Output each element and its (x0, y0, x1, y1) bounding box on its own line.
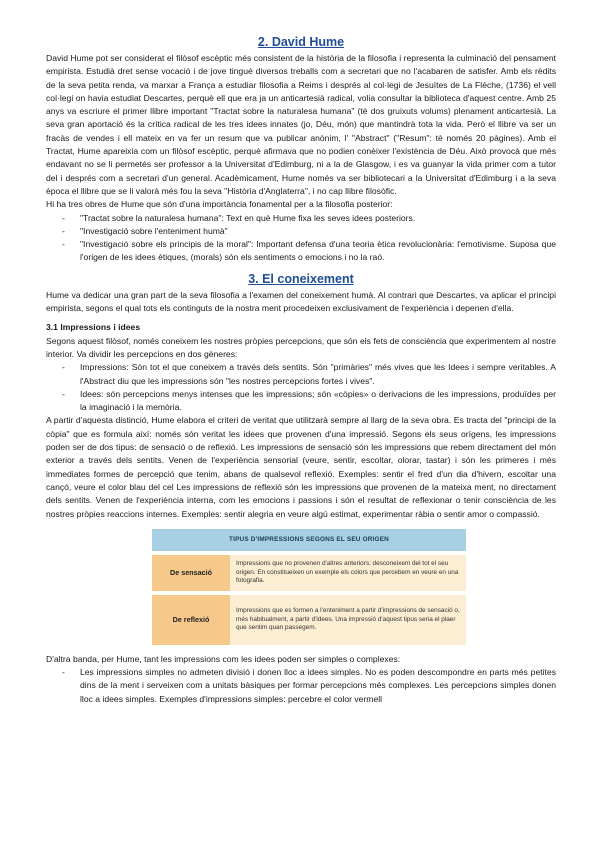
list-item: - "Investigació sobre l'enteniment humà" (46, 225, 556, 238)
hume-biography-paragraph: David Hume pot ser considerat el filòsof escèptic més consistent de la història de la filosofia i representa la culminació del pensament empirista. Estudià dret sense vocació i de jove tingué diversos treballs com a secretari que no l'acabaren de satisfer. Amb els rèdits de la seva petita renda, va marxar a França a estudiar filosofia a Reims i després al col·legi de Jesuïtes de La Flèche, (1736) el vell col·legi on havia estudiat Descartes, perquè ell que era ja un anticartesià radical, volia consultar la biblioteca d'aquest centre. Amb 25 anys va escriure el primer llibre important "Tractat sobre la naturalesa humana" (tè dos gruixuts volums) plenament anticartesià. La seva gran aportació és la crítica radical de les tres idees innates (jo, Déu, món) que mantindrà tota la vida. Però el llibre va ser un fracàs de vendes i ell mateix en va fer un resum que va publicar anònim, l' "Abstract" ("Resum": tè només 20 pàgines). Amb el Tractat, Hume apareixia com un filòsof escèptic, perquè afirmava que no podien conèixer l'existència de Déu. Això provocà que més endavant no se li permetés ser professor a la Universitat d'Edimburg, ni a la de Glasgow, i es va guanyar la vida primer com a tutor del i després com a secretari d'un general. Acadèmicament, Hume només va ser bibliotecari a la Universitat d'Edimburg i a la seva època el llibre que se li valorà més fou la seva "Història d'Anglaterra", i no cap llibre filosòfic. (46, 53, 556, 196)
simple-complex-list (46, 666, 556, 706)
list-item: - Idees: són percepcions menys intenses que les impressions; són «còpies» o derivacions de les impressions, produïdes per la imaginació i la memòria. (46, 388, 556, 415)
table-row (152, 595, 466, 645)
perceptions-intro: Segons aquest filòsof, només coneixem les nostres pròpies percepcions, que són els fets de consciència que experimentem al nostre interior. Va dividir les percepcions en dos gèneres: (46, 335, 556, 359)
row-label: De reflexió (152, 595, 230, 645)
perceptions-list (46, 361, 556, 414)
section-2-title: 2. David Hume (257, 35, 345, 49)
works-intro: Hi ha tres obres de Hume que són d'una importància fonamental per a la filosofia posterior: (46, 199, 393, 210)
table-header: TIPUS D'IMPRESSIONS SEGONS EL SEU ORIGEN (152, 529, 466, 551)
row-description: Impressions que es formen a l'enteniment a partir d'impressions de sensació o, més habitualment, a partir d'idees. Una impressió d'aquest tipus seria el plaer que sentim quan passegem. (230, 595, 466, 645)
row-description: Impressions que no provenen d'altres anteriors: desconeixem del tot el seu origen. En constitueixen un exemple els colors que percebem en veure en una fotografia. (230, 555, 466, 591)
simple-complex-intro: D'altra banda, per Hume, tant les impressions com les idees poden ser simples o complexes: (46, 653, 401, 664)
list-item: - Les impressions simples no admeten divisió i donen lloc a idees simples. No es poden descompondre en parts més petites dins de la ment i serveixen com a unitats bàsiques per formar percepcions més complexes. Les percepcions simples donen lloc a idees simples. Exemples d'impressions simples: percebre el color vermell (46, 666, 556, 706)
row-label: De sensació (152, 555, 230, 591)
list-item: - "Tractat sobre la naturalesa humana": Text en què Hume fixa les seves idees posteriors. (46, 212, 556, 225)
list-item: - Impressions: Són tot el que coneixem a través dels sentits. Són "primàries" més vives que les Idees i sempre veritables. A l'Abstract diu que les impressions són "les nostres percepcions fortes i vives". (46, 361, 556, 388)
table-row (152, 555, 466, 591)
section-3-title: 3. El coneixement (248, 271, 354, 286)
impressions-table (152, 529, 466, 645)
list-item: - "Investigació sobre els principis de la moral": Important defensa d'una teoria ètica revolucionària: l'emotivisme. Suposa que l'origen de les idees ètiques, (morals) són els sentiments o emocions i no la raó. (46, 238, 556, 265)
copy-principle-paragraph: A partir d'aquesta distinció, Hume elabora el criteri de veritat que utilitzarà sempre al llarg de la seva obra. Es tracta del "principi de la còpia" que es formula així: només són veritat les idees que provenen d'una impressió. Segons els seus orígens, les impressions poden ser de dos tipus: de sensació o de reflexió. Les impressions de sensació són les impressions que rebem directament del món exterior a través dels sentits. Venen de l'experiència sensorial (veure, sentir, escoltar, olorar, tastar) i són les primeres i més immediates formes de percepció que tenim, abans de qualsevol reflexió. Exemples: sentir el fred d'un dia d'hivern, escoltar una cançó, veure el color blau del cel Les impressions de reflexió són les impressions que provenen de la mateixa ment, no directament dels sentits. Venen de l'experiència interna, com les emocions i passions i són el resultat de reflexionar o tenir consciència de les nostres pròpies reaccions internes. Exemples: sentir alegria en veure algú estimat, experimentar ràbia o sentir amor o compassió. (46, 415, 556, 519)
knowledge-intro: Hume va dedicar una gran part de la seva filosofia a l'examen del coneixement humà. Al contrari que Descartes, va aplicar el principi empirista, segons el qual tots els continguts de la nostra ment procedeixen exclusivament de l'experiència i depenen d'ella. (46, 289, 556, 314)
works-list (46, 212, 556, 265)
subsection-title: 3.1 Impressions i idees (46, 322, 141, 333)
